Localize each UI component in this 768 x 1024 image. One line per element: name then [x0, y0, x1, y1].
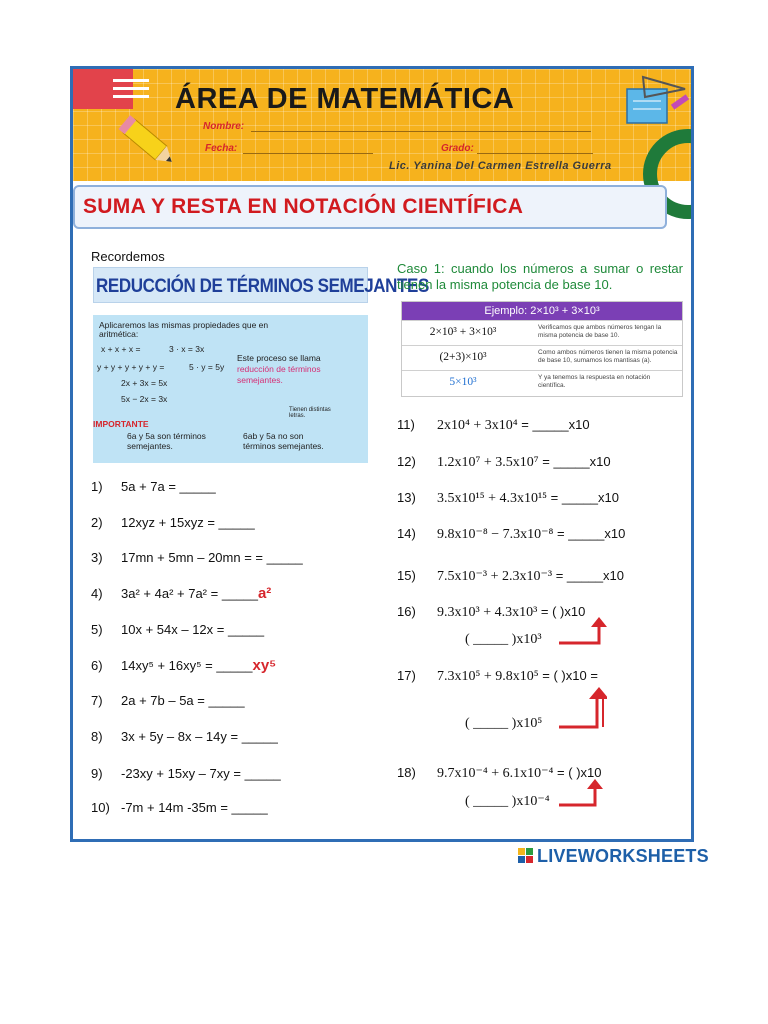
exercise-18: 18) 9.7x10⁻⁴ + 6.1x10⁻⁴ = ( )x10	[397, 765, 602, 781]
exercise-12: 12) 1.2x10⁷ + 3.5x10⁷ = _____x10	[397, 454, 611, 470]
panel-proc-1: Este proceso se llama	[237, 353, 321, 363]
exercise-9: 9) -23xy + 15xy – 7xy = _____	[91, 766, 281, 781]
panel-nsim-1: 6ab y 5a no son	[243, 431, 304, 441]
exercise-18-answer: ( _____ )x10⁻⁴	[465, 794, 550, 809]
panel-intro-2: aritmética:	[99, 329, 139, 339]
exercise-16-answer: ( _____ )x10³	[465, 632, 542, 647]
header-title: ÁREA DE MATEMÁTICA	[175, 83, 515, 115]
exercise-5: 5) 10x + 54x – 12x = _____	[91, 622, 265, 637]
panel-nsim-2: términos semejantes.	[243, 441, 324, 451]
panel-importante: IMPORTANTE	[93, 419, 149, 429]
concept-title: REDUCCIÓN DE TÉRMINOS SEMEJANTES	[96, 274, 429, 297]
exercise-7: 7) 2a + 7b – 5a = _____	[91, 693, 245, 708]
panel-imp-1: 6a y 5a son términos	[127, 431, 206, 441]
panel-eq4: 5x − 2x = 3x	[121, 394, 168, 404]
exercise-6: 6) 14xy⁵ + 16xy⁵ = _____xy⁵	[91, 657, 277, 674]
handwritten-answer: xy⁵	[252, 657, 277, 674]
fecha-label: Fecha:	[205, 143, 238, 154]
title-band	[73, 185, 667, 229]
teacher-name: Lic. Yanina Del Carmen Estrella Guerra	[389, 160, 612, 172]
example-header: Ejemplo: 2×10³ + 3×10³	[402, 302, 682, 320]
arrow-up-icon	[557, 779, 607, 809]
geometry-icon	[623, 71, 694, 129]
panel-imp-2: semejantes.	[127, 441, 173, 451]
exercise-11: 11) 2x10⁴ + 3x10⁴ = _____x10	[397, 417, 590, 433]
menu-box	[73, 69, 133, 109]
example-row: (2+3)×10³ Como ambos números tienen la misma potencia de base 10, sumamos los mantisas (a).	[402, 345, 682, 371]
exercise-4: 4) 3a² + 4a² + 7a² = _____a²	[91, 585, 272, 602]
exercise-16: 16) 9.3x10³ + 4.3x10³ = ( )x10	[397, 604, 586, 620]
exercise-17-answer: ( _____ )x10⁵	[465, 716, 543, 731]
concept-panel	[93, 315, 368, 463]
worksheet	[70, 66, 694, 842]
exercise-13: 13) 3.5x10¹⁵ + 4.3x10¹⁵ = _____x10	[397, 490, 619, 506]
exercise-8: 8) 3x + 5y – 8x – 14y = _____	[91, 729, 278, 744]
panel-eq1a: x + x + x =	[101, 344, 141, 354]
panel-eq2a: y + y + y + y + y =	[97, 362, 165, 372]
exercise-10: 10) -7m + 14m -35m = _____	[91, 800, 268, 815]
panel-eq1b: 3 · x = 3x	[169, 344, 205, 354]
exercise-2: 2) 12xyz + 15xyz = _____	[91, 515, 255, 530]
panel-intro-1: Aplicaremos las mismas propiedades que en	[99, 320, 269, 330]
example-row: 2×10³ + 3×10³ Verificamos que ambos números tengan la misma potencia de base 10.	[402, 320, 682, 346]
grado-label: Grado:	[441, 143, 474, 154]
exercise-1: 1) 5a + 7a = _____	[91, 479, 216, 494]
panel-proc-2: reducción de términos	[237, 364, 321, 374]
worksheet-title: SUMA Y RESTA EN NOTACIÓN CIENTÍFICA	[83, 195, 524, 218]
arrow-up-icon	[557, 687, 607, 731]
exercise-14: 14) 9.8x10⁻⁸ − 7.3x10⁻⁸ = _____x10	[397, 526, 626, 542]
exercise-3: 3) 17mn + 5mn – 20mn = = _____	[91, 550, 303, 565]
panel-proc-3: semejantes.	[237, 375, 283, 385]
exercise-17: 17) 7.3x10⁵ + 9.8x10⁵ = ( )x10 =	[397, 668, 598, 684]
handwritten-answer: a²	[257, 585, 272, 602]
panel-eq2b: 5 · y = 5y	[189, 362, 225, 372]
caso-1-text: Caso 1: cuando los números a sumar o restar tienen la misma potencia de base 10.	[397, 261, 683, 292]
arrow-up-icon	[557, 617, 607, 647]
example-table	[401, 301, 683, 397]
liveworksheets-brand[interactable]: LIVEWORKSHEETS	[537, 846, 709, 866]
header-banner	[73, 69, 691, 181]
concept-title-box	[93, 267, 429, 303]
example-row: 5×10³ Y ya tenemos la respuesta en notación científica.	[402, 370, 682, 396]
panel-eq3: 2x + 3x = 5x	[121, 378, 168, 388]
nombre-label: Nombre:	[203, 121, 245, 132]
recordemos-label: Recordemos	[91, 249, 165, 264]
liveworksheets-logo-icon	[518, 848, 534, 864]
panel-note-1: Tienen distintas	[289, 407, 331, 413]
exercise-15: 15) 7.5x10⁻³ + 2.3x10⁻³ = _____x10	[397, 568, 625, 584]
pencil-icon	[113, 111, 183, 173]
panel-note-2: letras.	[289, 413, 306, 419]
